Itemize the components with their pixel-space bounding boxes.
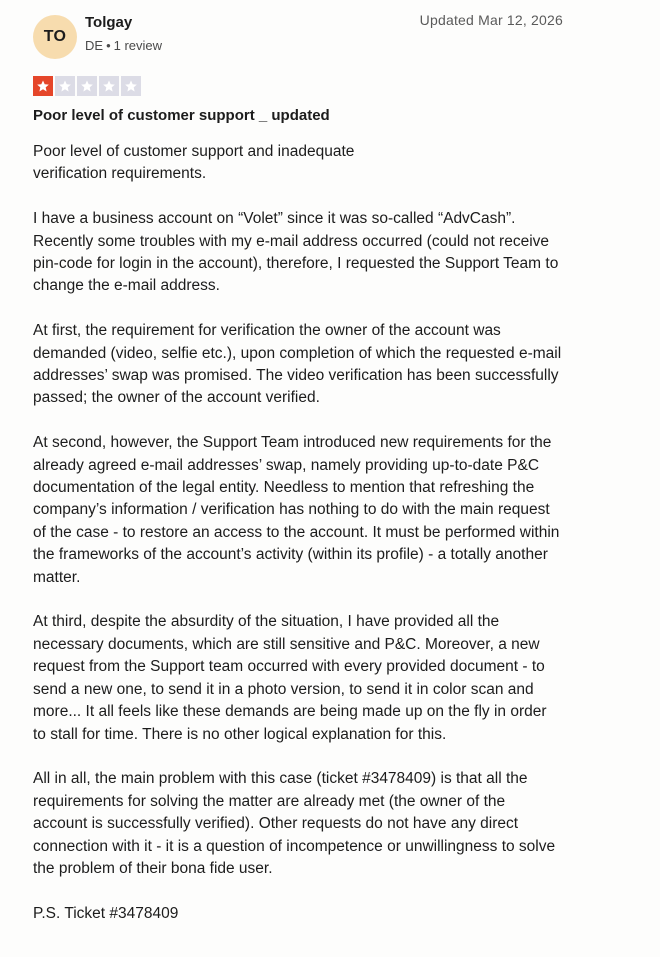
star-icon [58,79,72,93]
star-empty [55,76,75,96]
review-body [33,141,563,925]
consumer-details [85,13,162,55]
star-empty [121,76,141,96]
star-empty [99,76,119,96]
star-icon [102,79,116,93]
review-paragraph: I have a business account on “Volet” since it was so-called “AdvCash”. Recently some troubles with my e-mail address occurred (could not receive pin-code for login in the account), therefore, I requested the Support Team to change the e-mail address. [33,210,559,295]
review-paragraph: All in all, the main problem with this case (ticket #3478409) is that all the requirements for solving the matter are already met (the owner of the account is successfully verified). Other requests do not have any direct connection with it - it is a question of incompetence or unwillingness to solve the problem of their bona fide user. [33,770,556,877]
star-icon [124,79,138,93]
star-icon [36,79,50,93]
review-header [33,14,563,70]
review-paragraph: P.S. Ticket #3478409 [33,904,179,922]
review-date: Updated Mar 12, 2026 [419,12,563,28]
star-icon [80,79,94,93]
star-rating [33,76,563,96]
meta-separator: • [106,37,111,53]
star-empty [77,76,97,96]
review-title[interactable]: Poor level of customer support _ updated [33,107,330,124]
consumer-review-count: 1 review [113,37,163,53]
avatar[interactable]: TO [33,15,77,59]
star-filled [33,76,53,96]
review-paragraph: Poor level of customer support and inadequate verification requirements. [33,143,355,183]
review-paragraph: At third, despite the absurdity of the situation, I have provided all the necessary documents, which are still sensitive and P&C. Moreover, a new request from the Support team occurred with every provided document - to send a new one, to send it in a photo version, to send it in color scan and more... It all feels like these demands are being made up on the fly in order to stall for time. There is no other logical explanation for this. [33,613,547,743]
consumer-country: DE [85,37,104,53]
consumer-meta [85,37,162,55]
review-paragraph: At second, however, the Support Team introduced new requirements for the already agreed e-mail addresses’ swap, namely providing up-to-date P&C documentation of the legal entity. Needless to mention that refreshing the company’s information / verification has nothing to do with the main request of the case - to restore an access to the account. It must be performed within the frameworks of the account’s activity (within its profile) - a totally another matter. [33,434,560,586]
consumer-info[interactable] [33,14,162,59]
consumer-name[interactable]: Tolgay [85,13,133,31]
review-paragraph: At first, the requirement for verification the owner of the account was demanded (video, selfie etc.), upon completion of which the requested e-mail addresses’ swap was promised. The video verification has been successfully passed; the owner of the account verified. [33,322,562,407]
